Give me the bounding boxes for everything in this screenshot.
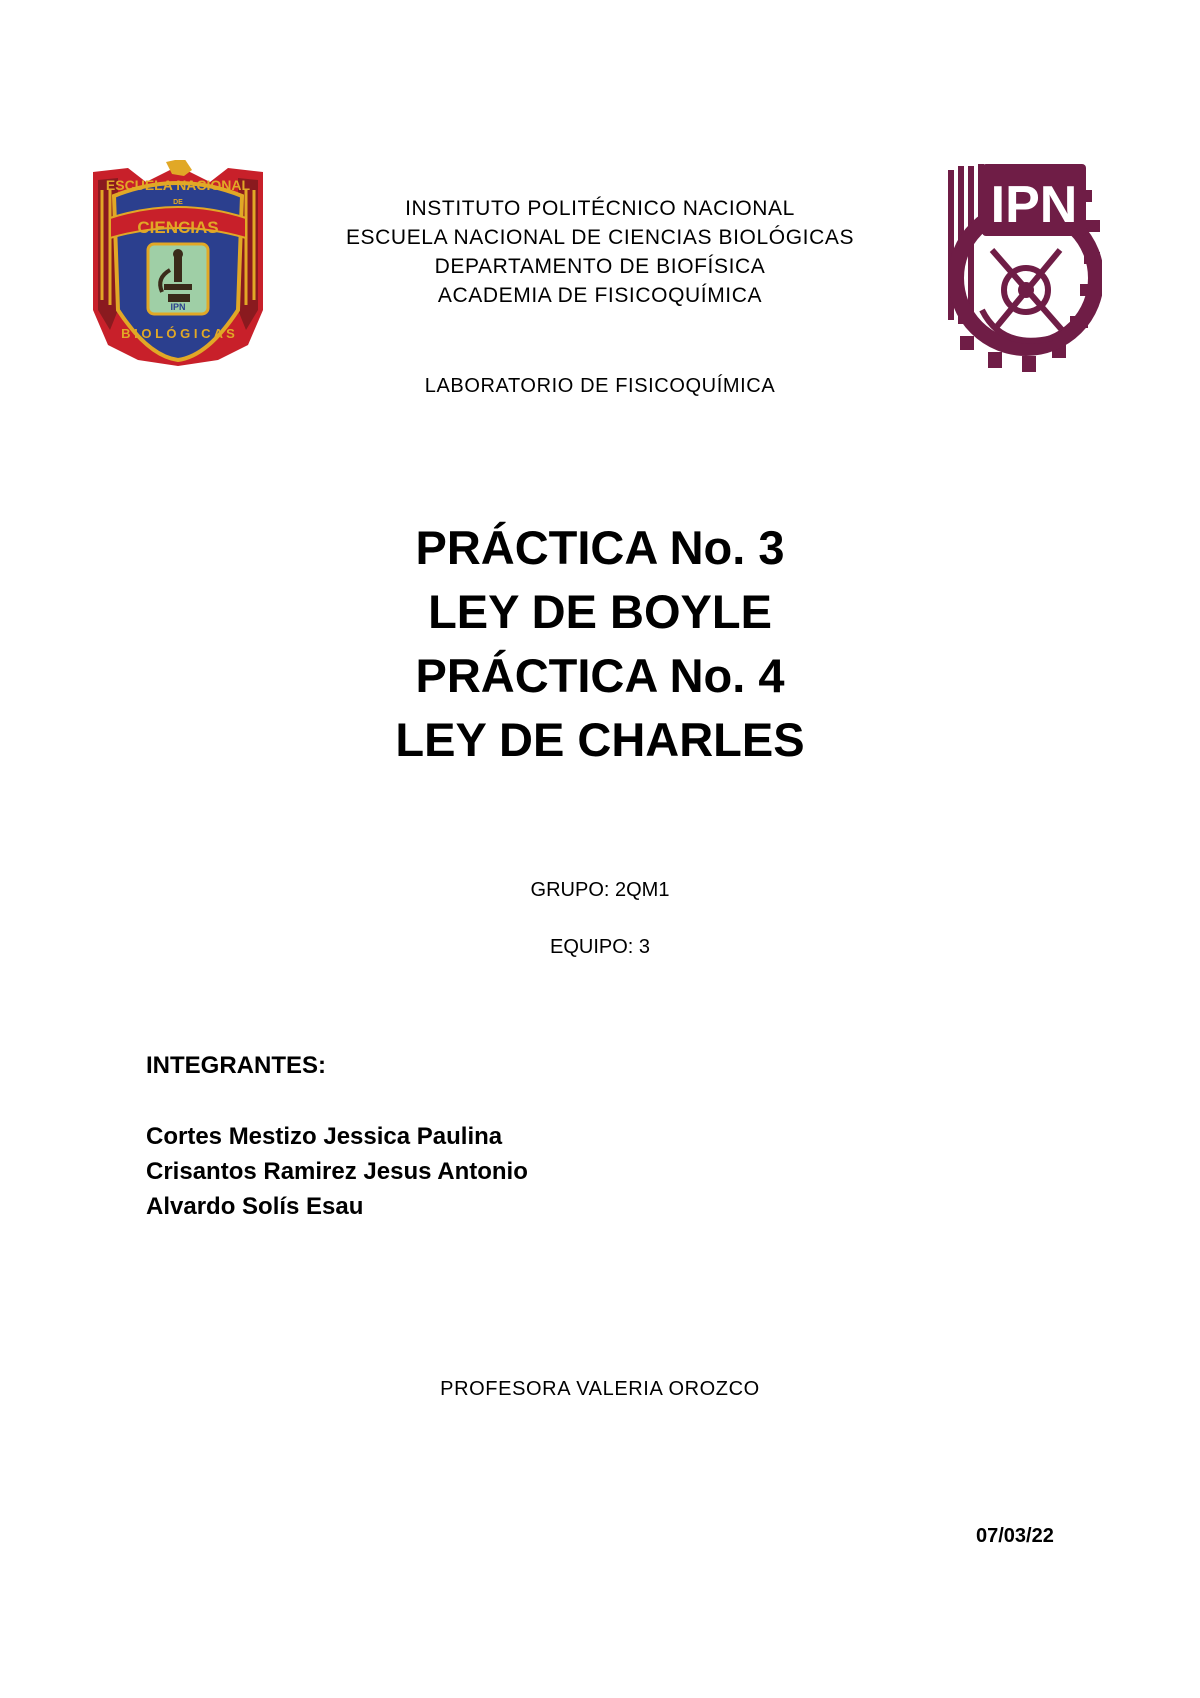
header-line-school: ESCUELA NACIONAL DE CIENCIAS BIOLÓGICAS xyxy=(345,226,855,249)
logo-seal-text: IPN xyxy=(170,302,186,312)
member-name: Cortes Mestizo Jessica Paulina xyxy=(146,1123,503,1150)
title-practice-4: PRÁCTICA No. 4 xyxy=(415,649,785,702)
logo-side-text: B I O L Ó G I C A S xyxy=(121,326,235,341)
logo-band-text: CIENCIAS xyxy=(137,218,219,237)
ipn-logo-text: IPN xyxy=(990,176,1078,234)
professor-name: PROFESORA VALERIA OROZCO xyxy=(440,1378,760,1400)
header-line-department: DEPARTAMENTO DE BIOFÍSICA xyxy=(434,255,766,278)
members-heading: INTEGRANTES: xyxy=(146,1052,326,1079)
member-name: Alvardo Solís Esau xyxy=(146,1193,364,1220)
title-practice-3: PRÁCTICA No. 3 xyxy=(415,521,785,574)
members-list xyxy=(146,1119,528,1224)
practice-title-block xyxy=(0,516,1200,772)
group-label: GRUPO: 2QM1 xyxy=(530,879,670,901)
header-line-academy: ACADEMIA DE FISICOQUÍMICA xyxy=(437,284,763,307)
logo-de-text: DE xyxy=(173,199,183,206)
header-line-institute: INSTITUTO POLITÉCNICO NACIONAL xyxy=(405,197,795,220)
logo-top-text: ESCUELA NACIONAL xyxy=(105,177,251,193)
title-charles-law: LEY DE CHARLES xyxy=(395,713,805,766)
institution-header xyxy=(0,194,1200,310)
laboratory-name: LABORATORIO DE FISICOQUÍMICA xyxy=(424,375,776,397)
member-name: Crisantos Ramirez Jesus Antonio xyxy=(146,1158,528,1185)
document-date: 07/03/22 xyxy=(976,1525,1054,1547)
title-boyle-law: LEY DE BOYLE xyxy=(428,585,772,638)
team-label: EQUIPO: 3 xyxy=(549,936,651,958)
